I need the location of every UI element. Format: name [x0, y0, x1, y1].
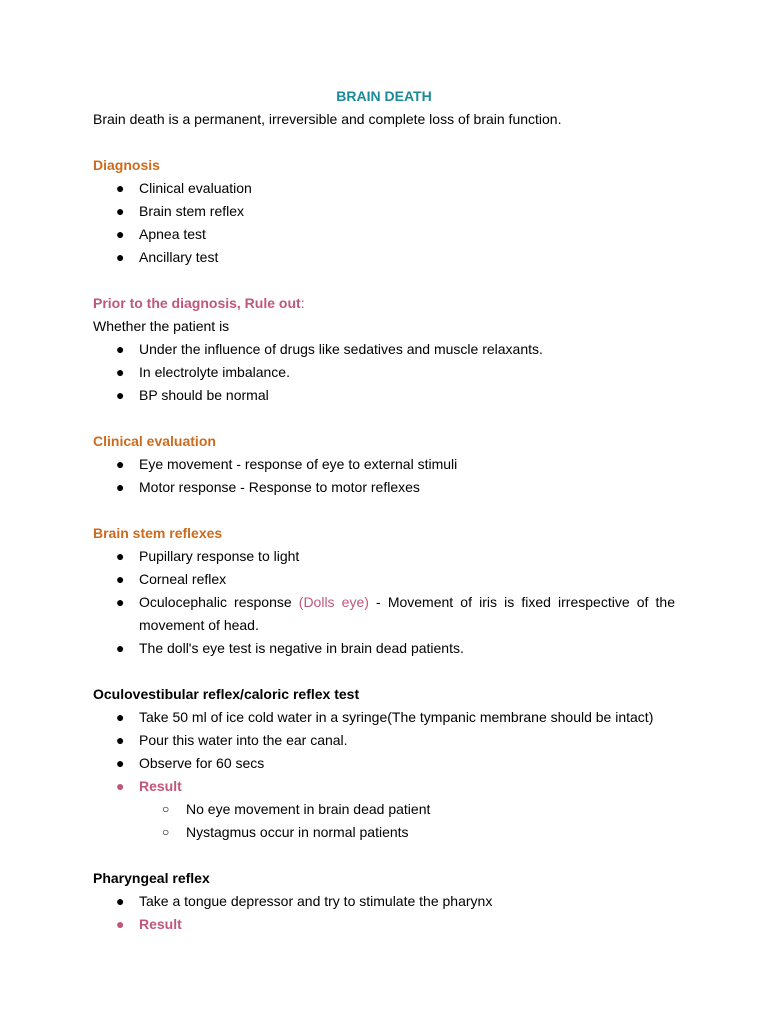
- list-item: ● Eye movement - response of eye to external stimuli: [93, 453, 675, 476]
- circle-bullet-icon: ○: [162, 825, 170, 839]
- pharyngeal-list: [93, 890, 675, 936]
- spacer: [93, 499, 675, 522]
- bullet-icon: ●: [116, 387, 125, 403]
- list-item: ● Clinical evaluation: [93, 177, 675, 200]
- clinical-list: [93, 453, 675, 499]
- result-item: ● Result: [93, 913, 675, 936]
- bullet-icon: ●: [116, 203, 125, 219]
- bullet-icon: ●: [116, 594, 125, 610]
- bullet-icon: ●: [116, 916, 125, 932]
- oculovestibular-list: [93, 706, 675, 798]
- bullet-icon: ●: [116, 456, 125, 472]
- prior-list: [93, 338, 675, 407]
- list-item: ● Brain stem reflex: [93, 200, 675, 223]
- bullet-icon: ●: [116, 180, 125, 196]
- spacer: [93, 844, 675, 867]
- oculovestibular-heading: Oculovestibular reflex/caloric reflex test: [93, 686, 360, 702]
- intro-paragraph: Brain death is a permanent, irreversible and complete loss of brain function.: [93, 111, 562, 127]
- list-item: ● Observe for 60 secs: [93, 752, 675, 775]
- list-item: ● Pupillary response to light: [93, 545, 675, 568]
- list-item: ● Corneal reflex: [93, 568, 675, 591]
- bullet-icon: ●: [116, 709, 125, 725]
- spacer: [93, 269, 675, 292]
- bullet-icon: ●: [116, 640, 125, 656]
- pharyngeal-heading: Pharyngeal reflex: [93, 870, 210, 886]
- bullet-icon: ●: [116, 571, 125, 587]
- list-item: ● The doll's eye test is negative in brain dead patients.: [93, 637, 675, 660]
- bullet-icon: ●: [116, 341, 125, 357]
- bullet-icon: ●: [116, 548, 125, 564]
- list-item: ● Take 50 ml of ice cold water in a syringe(The tympanic membrane should be intact): [93, 706, 675, 729]
- list-item: ● Pour this water into the ear canal.: [93, 729, 675, 752]
- list-item: ● Apnea test: [93, 223, 675, 246]
- diagnosis-heading: Diagnosis: [93, 157, 160, 173]
- bullet-icon: ●: [116, 479, 125, 495]
- brainstem-heading: Brain stem reflexes: [93, 525, 223, 541]
- prior-lead: Whether the patient is: [93, 318, 230, 334]
- circle-bullet-icon: ○: [162, 802, 170, 816]
- list-item: ● Take a tongue depressor and try to stimulate the pharynx: [93, 890, 675, 913]
- bullet-icon: ●: [116, 778, 125, 794]
- list-item: ● In electrolyte imbalance.: [93, 361, 675, 384]
- bullet-icon: ●: [116, 226, 125, 242]
- list-item-oculocephalic: [93, 591, 675, 637]
- bullet-icon: ●: [116, 755, 125, 771]
- bullet-icon: ●: [116, 732, 125, 748]
- bullet-icon: ●: [116, 364, 125, 380]
- document-page: [93, 85, 675, 936]
- spacer: [93, 407, 675, 430]
- diagnosis-list: [93, 177, 675, 269]
- prior-heading-colon: :: [300, 295, 305, 311]
- clinical-heading: Clinical evaluation: [93, 433, 216, 449]
- oculocephalic-text: Oculocephalic response (Dolls eye) - Movement of iris is fixed irrespective of the movement of head.: [139, 594, 675, 633]
- spacer: [93, 660, 675, 683]
- prior-heading-line: [93, 292, 675, 315]
- prior-heading: Prior to the diagnosis, Rule out: [93, 295, 301, 311]
- dolls-eye-highlight: (Dolls eye): [298, 594, 369, 610]
- spacer: [93, 131, 675, 154]
- sub-list-item: ○ Nystagmus occur in normal patients: [93, 821, 675, 844]
- sub-list-item: ○ No eye movement in brain dead patient: [93, 798, 675, 821]
- result-item: ● Result: [93, 775, 675, 798]
- bullet-icon: ●: [116, 249, 125, 265]
- list-item: ● Motor response - Response to motor reflexes: [93, 476, 675, 499]
- document-title: BRAIN DEATH: [336, 88, 432, 104]
- list-item: ● BP should be normal: [93, 384, 675, 407]
- bullet-icon: ●: [116, 893, 125, 909]
- list-item: ● Ancillary test: [93, 246, 675, 269]
- oculovestibular-results: [93, 798, 675, 844]
- list-item: ● Under the influence of drugs like sedatives and muscle relaxants.: [93, 338, 675, 361]
- brainstem-list: [93, 545, 675, 660]
